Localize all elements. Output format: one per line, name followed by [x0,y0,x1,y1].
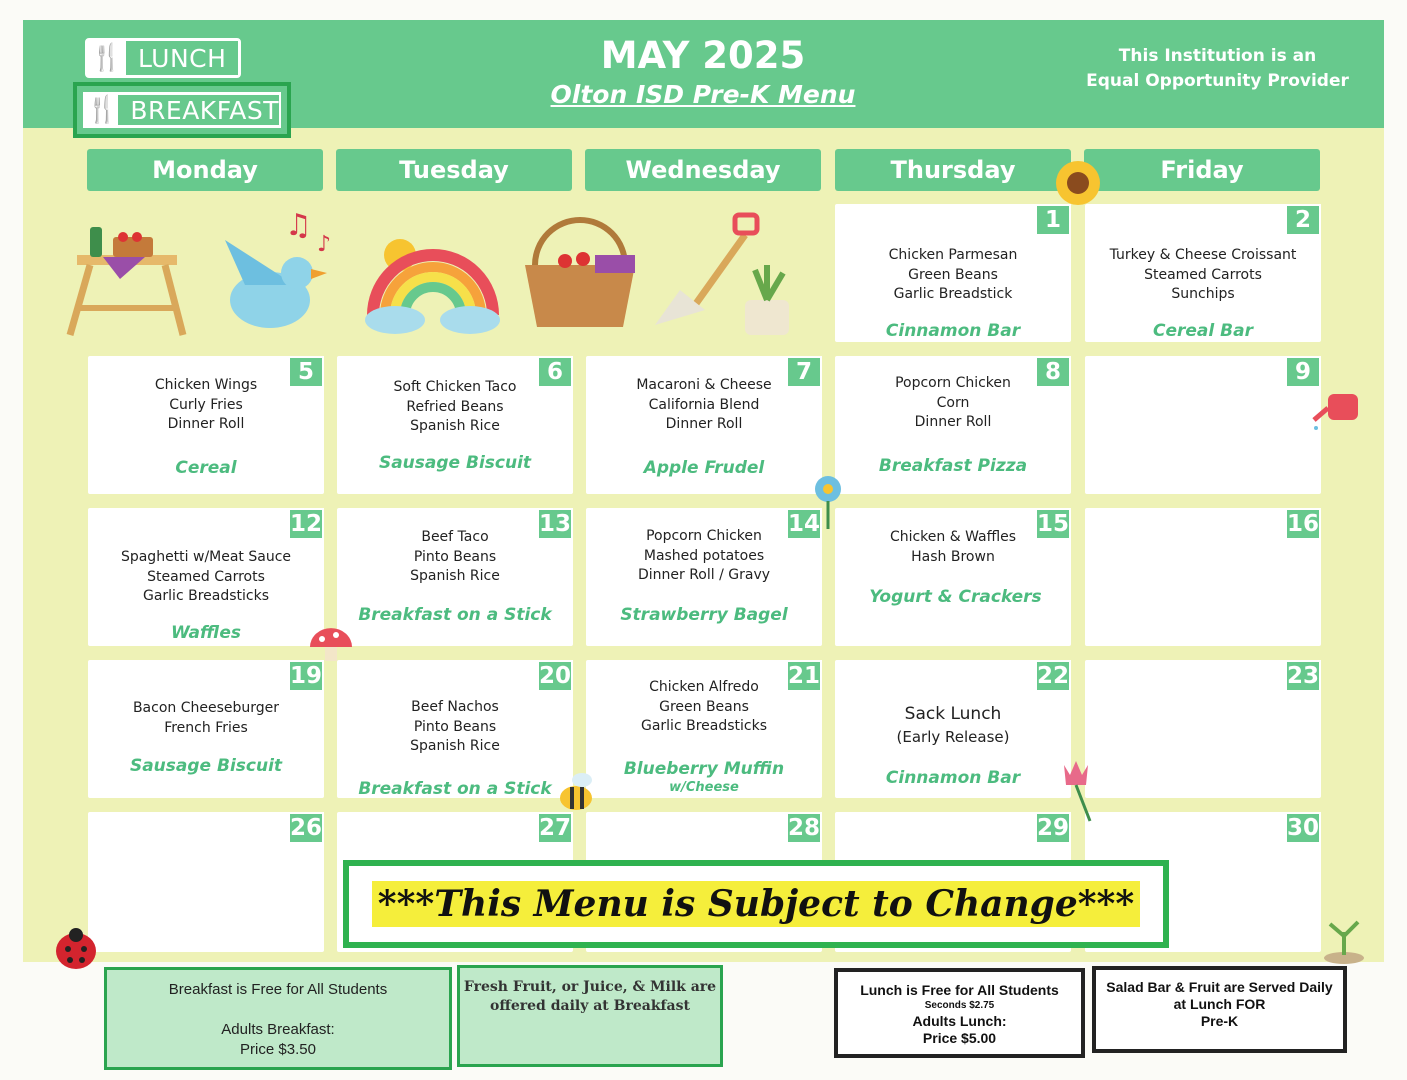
day-cell-26 [88,812,324,952]
date-number: 15 [1035,508,1071,540]
day-cell-22 [835,660,1071,798]
breakfast-item: Blueberry Muffin [623,759,785,779]
date-number: 30 [1285,812,1321,844]
bird-icon [225,208,331,328]
spring-illustrations [55,205,815,345]
date-number: 27 [537,812,573,844]
date-number: 14 [786,508,822,540]
day-cell-13 [337,508,573,646]
date-number: 20 [537,660,573,692]
notice-text: ***This Menu is Subject to Change*** [372,881,1140,927]
date-number: 13 [537,508,573,540]
bee-icon [552,768,600,818]
breakfast-item: Breakfast Pizza [878,456,1028,476]
date-number: 19 [288,660,324,692]
shovel-icon [655,215,789,335]
lunch-items: Popcorn Chicken Mashed potatoes Dinner Roll / Gravy [637,528,771,583]
fork-icon: 🍴 [86,95,119,125]
lunch-items: Beef Nachos Pinto Beans Spanish Rice [410,699,500,754]
date-number: 26 [288,812,324,844]
svg-text:♫: ♫ [285,208,312,243]
lunch-items: Chicken & Waffles Hash Brown [889,529,1017,565]
breakfast-item: Waffles [170,623,242,643]
day-cell-1 [835,204,1071,342]
lunch-free-note: Lunch is Free for All Students Seconds $2.75 Adults Lunch: Price $5.00 [834,968,1085,1058]
mushroom-icon [308,625,354,665]
rainbow-icon [365,239,500,334]
breakfast-item: Cereal [175,458,237,478]
date-number: 16 [1285,508,1321,540]
breakfast-fruit-note: Fresh Fruit, or Juice, & Milk are offered daily at Breakfast [457,965,723,1067]
flower-icon [806,473,852,533]
date-number: 6 [537,356,573,388]
day-cell-15 [835,508,1071,646]
date-number: 1 [1035,204,1071,236]
lunch-items: Chicken Alfredo Green Beans Garlic Breadsticks [640,679,767,734]
equal-opportunity-statement: This Institution is an Equal Opportunity Provider [1086,46,1349,91]
date-number: 2 [1285,204,1321,236]
breakfast-free-note: Breakfast is Free for All Students Adults Breakfast: Price $3.50 [104,967,452,1070]
watering-can-icon [1310,380,1370,436]
day-cell-20 [337,660,573,798]
day-cell-19 [88,660,324,798]
day-cell-14 [586,508,822,646]
day-cell-2 [1085,204,1321,342]
date-number: 29 [1035,812,1071,844]
day-cell-16 [1085,508,1321,646]
breakfast-item: Apple Frudel [643,458,765,478]
breakfast-item: Strawberry Bagel [620,605,788,625]
lunch-items: Popcorn Chicken Corn Dinner Roll [895,375,1011,430]
lunch-items: Macaroni & Cheese California Blend Dinner Roll [636,377,772,432]
picnic-basket-icon [525,220,635,327]
day-cell-6 [337,356,573,494]
breakfast-legend [73,82,291,138]
lunch-items: Spaghetti w/Meat Sauce Steamed Carrots Garlic Breadsticks [120,549,292,604]
day-cell-7 [586,356,822,494]
date-number: 8 [1035,356,1071,388]
day-cell-5 [88,356,324,494]
tulip-icon [1050,755,1100,825]
subject-to-change-notice [343,860,1169,948]
breakfast-item: Cinnamon Bar [885,321,1021,341]
page-title: MAY 2025 [600,34,806,77]
date-number: 5 [288,356,324,388]
lunch-items: Turkey & Cheese Croissant Steamed Carrots Sunchips [1109,247,1297,302]
fork-icon: 🍴 [90,43,124,73]
day-header-monday: Monday [87,149,323,191]
lunch-items: Bacon Cheeseburger French Fries [132,700,280,736]
date-number: 23 [1285,660,1321,692]
lunch-legend [85,38,241,78]
date-number: 22 [1035,660,1071,692]
day-cell-21 [586,660,822,798]
page-subtitle: Olton ISD Pre-K Menu [550,80,856,109]
ladybug-icon [50,925,102,973]
date-number: 28 [786,812,822,844]
day-header-tuesday: Tuesday [336,149,572,191]
breakfast-item: Sausage Biscuit [129,756,283,776]
salad-bar-note: Salad Bar & Fruit are Served Daily at Lunch FOR Pre-K [1092,966,1347,1053]
breakfast-item: Cinnamon Bar [885,768,1021,788]
date-number: 7 [786,356,822,388]
day-header-friday: Friday [1084,149,1320,191]
lunch-items: Beef Taco Pinto Beans Spanish Rice [410,529,500,584]
day-cell-12 [88,508,324,646]
picnic-table-icon [70,227,183,335]
sprout-icon [1318,910,1368,965]
breakfast-item: Yogurt & Crackers [869,587,1042,607]
lunch-items: Sack Lunch (Early Release) [896,704,1010,746]
breakfast-item-note: w/Cheese [669,780,739,795]
day-header-thursday: Thursday [835,149,1071,191]
date-number: 9 [1285,356,1321,388]
svg-text:♪: ♪ [317,232,332,257]
breakfast-item: Breakfast on a Stick [358,779,552,799]
day-cell-23 [1085,660,1321,798]
lunch-items: Soft Chicken Taco Refried Beans Spanish Rice [393,379,517,434]
breakfast-item: Breakfast on a Stick [358,605,552,625]
lunch-items: Chicken Parmesan Green Beans Garlic Breadstick [888,247,1018,302]
day-cell-9 [1085,356,1321,494]
lunch-items: Chicken Wings Curly Fries Dinner Roll [154,377,258,432]
sunflower-icon [1052,155,1104,213]
breakfast-item: Cereal Bar [1153,321,1253,341]
date-number: 12 [288,508,324,540]
date-number: 21 [786,660,822,692]
breakfast-item: Sausage Biscuit [378,453,532,473]
lunch-legend-label: LUNCH [126,41,238,75]
breakfast-legend-label: BREAKFAST [118,95,279,125]
day-cell-8 [835,356,1071,494]
day-header-wednesday: Wednesday [585,149,821,191]
